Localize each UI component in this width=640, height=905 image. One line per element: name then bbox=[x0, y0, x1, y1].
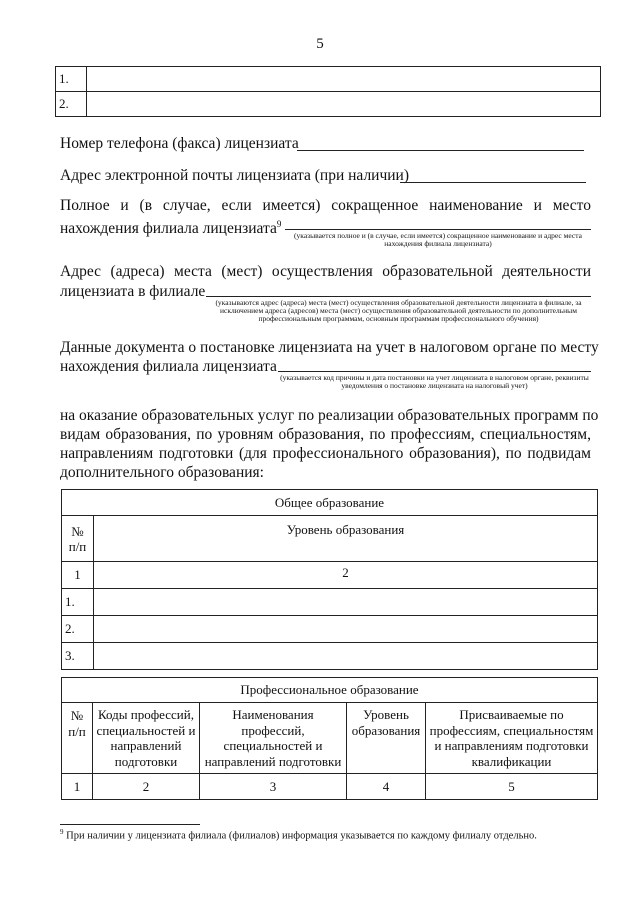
prof-col-number bbox=[62, 703, 93, 774]
branch-address-label-line1: Адрес (адреса) места (мест) осуществления образовательной деятельности bbox=[60, 263, 591, 280]
col-header-line: № bbox=[70, 708, 84, 723]
branch-address-hint-1: (указываются адрес (адреса) места (мест) осуществления образовательной деятельности лицензиата в филиале, за bbox=[215, 298, 582, 307]
services-text-line2: видам образования, по уровням образования, по профессиям, специальностям, bbox=[60, 426, 591, 443]
general-col-level: Уровень образования bbox=[94, 516, 598, 562]
col-header-line: подготовки bbox=[114, 753, 178, 769]
index-cell: 3 bbox=[200, 774, 347, 800]
col-header-line: направлений подготовки bbox=[204, 753, 342, 769]
footnote-text: При наличии у лицензиата филиала (филиалов) информация указывается по каждому филиалу отдельно. bbox=[66, 830, 537, 842]
branch-address-field-line[interactable] bbox=[206, 296, 591, 297]
services-text-line1: на оказание образовательных услуг по реализации образовательных программ по bbox=[60, 407, 599, 424]
col-header-line: Наименования bbox=[232, 707, 314, 722]
branch-name-hint-2: нахождения филиала лицензиата) bbox=[384, 239, 492, 248]
col-header-line: образования bbox=[351, 722, 421, 738]
col-header-line: и направлениям подготовки bbox=[434, 738, 589, 753]
col-header-line: профессиям, специальностям bbox=[429, 722, 594, 738]
table-row-number: 1. bbox=[62, 589, 94, 616]
footnote bbox=[60, 828, 537, 842]
tax-field-line[interactable] bbox=[278, 371, 591, 372]
col-header-line: специальностей и bbox=[96, 722, 196, 738]
col-header-line: профессий, bbox=[241, 722, 305, 738]
index-cell: 4 bbox=[347, 774, 426, 800]
branch-address-hint-2: исключением адреса (адресов) места (мест) осуществления образовательной деятельности по дополнительным bbox=[220, 306, 577, 315]
tax-hint-2: уведомления о постановке лицензиата на налоговый учет) bbox=[341, 381, 528, 390]
branch-name-label-line1: Полное и (в случае, если имеется) сокращенное наименование и место bbox=[60, 197, 591, 214]
prof-table-title: Профессиональное образование bbox=[62, 678, 598, 703]
general-education-table bbox=[61, 489, 598, 670]
general-table-title: Общее образование bbox=[62, 490, 598, 516]
col-header-line: направлений bbox=[110, 738, 182, 753]
prof-col-names bbox=[200, 703, 347, 774]
phone-field-line[interactable] bbox=[297, 150, 584, 151]
table-cell bbox=[94, 589, 598, 616]
branch-name-label-line2: нахождения филиала лицензиата$^9$ bbox=[60, 219, 282, 238]
email-label: Адрес электронной почты лицензиата (при наличии) bbox=[60, 167, 410, 184]
col-header-line: Уровень bbox=[363, 707, 409, 722]
tax-hint-1: (указывается код причины и дата постановки на учет лицензиата в налоговом органе, реквизиты bbox=[280, 373, 589, 382]
col-header-line: № bbox=[71, 523, 84, 539]
prof-col-level bbox=[347, 703, 426, 774]
index-cell: 1 bbox=[62, 774, 93, 800]
prof-col-codes bbox=[93, 703, 200, 774]
col-header-line: п/п bbox=[68, 723, 86, 739]
table-row-number: 2. bbox=[62, 616, 94, 643]
col-header-line: Коды профессий, bbox=[98, 707, 194, 722]
col-header-line: Присваиваемые по bbox=[459, 707, 564, 722]
table-cell bbox=[94, 616, 598, 643]
index-cell: 1 bbox=[62, 562, 94, 589]
phone-label: Номер телефона (факса) лицензиата bbox=[60, 135, 299, 152]
page-number: 5 bbox=[316, 36, 324, 52]
top-table bbox=[55, 66, 601, 117]
table-row-number: 2. bbox=[56, 92, 87, 117]
index-cell: 5 bbox=[426, 774, 598, 800]
branch-address-label-line2: лицензиата в филиале bbox=[60, 283, 206, 300]
footnote-separator bbox=[60, 824, 200, 825]
table-cell bbox=[87, 92, 601, 117]
col-header-line: специальностей и bbox=[223, 738, 323, 753]
general-col-number bbox=[62, 516, 94, 562]
footnote-reference: 9 bbox=[276, 219, 282, 229]
table-cell bbox=[87, 67, 601, 92]
branch-name-hint-1: (указывается полное и (в случае, если имеется) сокращенное наименование и адрес места bbox=[294, 231, 582, 240]
col-header-line: п/п bbox=[68, 538, 87, 554]
professional-education-table bbox=[61, 677, 598, 800]
table-row-number: 3. bbox=[62, 643, 94, 670]
index-cell: 2 bbox=[93, 774, 200, 800]
branch-name-field-line[interactable] bbox=[285, 229, 591, 230]
tax-label-line2: нахождения филиала лицензиата bbox=[60, 358, 277, 375]
email-field-line[interactable] bbox=[400, 182, 586, 183]
services-text-line3: направлениям подготовки (для профессионального образования), по подвидам bbox=[60, 445, 591, 462]
prof-col-qualifications bbox=[426, 703, 598, 774]
table-row-number: 1. bbox=[56, 67, 87, 92]
table-cell bbox=[94, 643, 598, 670]
branch-address-hint-3: профессиональным программам, основным программам профессионального обучения) bbox=[258, 314, 539, 323]
footnote-mark: 9 bbox=[60, 828, 64, 836]
index-cell: 2 bbox=[94, 562, 598, 589]
col-header-line: квалификации bbox=[471, 753, 552, 769]
services-text-line4: дополнительного образования: bbox=[60, 464, 264, 481]
tax-label-line1: Данные документа о постановке лицензиата на учет в налоговом органе по месту bbox=[60, 339, 599, 356]
